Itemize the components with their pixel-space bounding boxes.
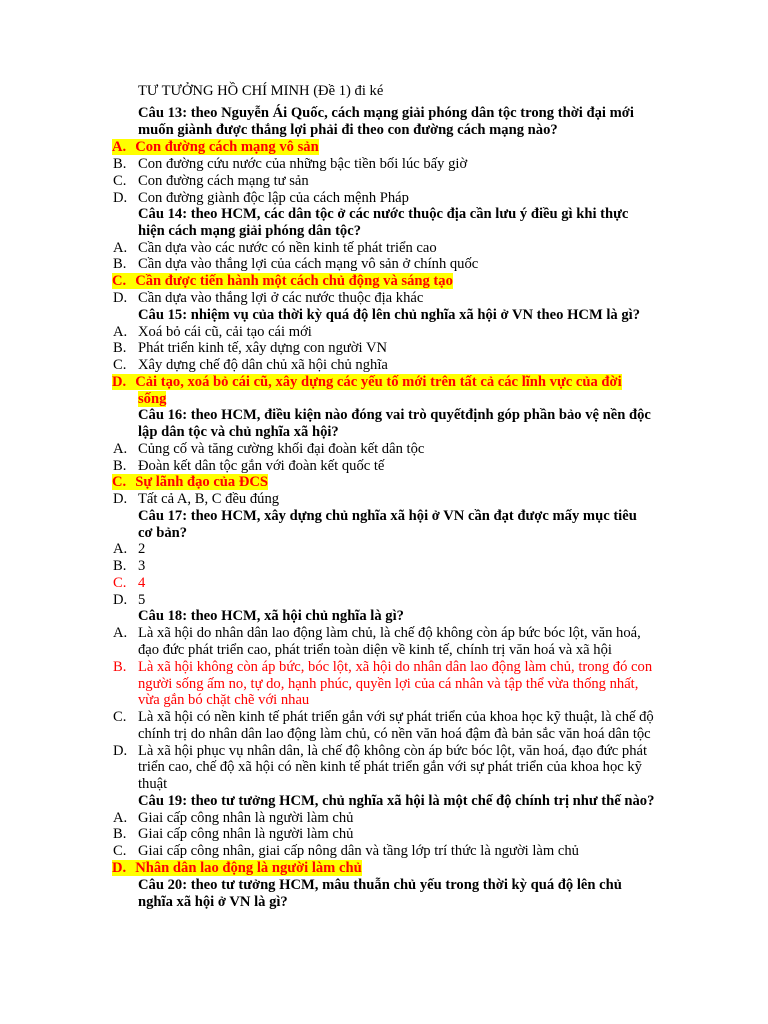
q16-option-d-label: D. — [113, 491, 128, 507]
q18-option-c-label: C. — [113, 709, 127, 725]
document-title: TƯ TƯỞNG HỒ CHÍ MINH (Đề 1) đi ké — [138, 83, 384, 99]
q14-option-b: Cần dựa vào thắng lợi của cách mạng vô sản ở chính quốc — [138, 256, 479, 272]
q18-option-a-line-1: Là xã hội do nhân dân lao động làm chủ, là chế độ không còn áp bức bóc lột, văn hoá, — [138, 625, 641, 641]
q18-option-d-line-1: Là xã hội phục vụ nhân dân, là chế độ không còn áp bức bóc lột, văn hoá, đạo đức phát — [138, 743, 648, 759]
q19-option-a: Giai cấp công nhân là người làm chủ — [138, 810, 354, 826]
q19-option-b-label: B. — [113, 826, 127, 842]
q14-option-a: Cần dựa vào các nước có nền kinh tế phát triển cao — [138, 240, 437, 256]
q16-option-b-label: B. — [113, 458, 127, 474]
q16-option-c-correct: C. Sự lãnh đạo của ĐCS — [112, 474, 269, 490]
q18-option-b-correct-line-3: vừa gắn bó chặt chẽ với nhau — [138, 692, 310, 708]
q14-option-c-correct: C. Cần được tiến hành một cách chủ động và sáng tạo — [112, 273, 453, 289]
q15-option-a-label: A. — [113, 324, 128, 340]
q19-option-a-label: A. — [113, 810, 128, 826]
question-14-line-2: hiện cách mạng giải phóng dân tộc? — [138, 223, 361, 239]
q16-option-d: Tất cả A, B, C đều đúng — [138, 491, 280, 507]
q15-option-c-label: C. — [113, 357, 127, 373]
q15-option-b-label: B. — [113, 340, 127, 356]
question-15: Câu 15: nhiệm vụ của thời kỳ quá độ lên chủ nghĩa xã hội ở VN theo HCM là gì? — [138, 307, 641, 323]
question-14-line-1: Câu 14: theo HCM, các dân tộc ở các nước thuộc địa cần lưu ý điều gì khi thực — [138, 206, 629, 222]
question-13-line-1: Câu 13: theo Nguyễn Ái Quốc, cách mạng giải phóng dân tộc trong thời đại mới — [138, 105, 634, 121]
q14-option-a-label: A. — [113, 240, 128, 256]
q15-option-b: Phát triển kinh tế, xây dựng con người VN — [138, 340, 388, 356]
q16-option-a-label: A. — [113, 441, 128, 457]
q17-option-d-label: D. — [113, 592, 128, 608]
question-17-line-1: Câu 17: theo HCM, xây dựng chủ nghĩa xã hội ở VN cần đạt được mấy mục tiêu — [138, 508, 637, 524]
q15-option-d-correct-line-2: sống — [138, 391, 167, 407]
question-17-line-2: cơ bản? — [138, 525, 188, 541]
q13-option-d: Con đường giành độc lập của cách mệnh Pháp — [138, 190, 409, 206]
q13-option-b: Con đường cứu nước của những bậc tiền bối lúc bấy giờ — [138, 156, 468, 172]
q14-option-b-label: B. — [113, 256, 127, 272]
q18-option-a-line-2: đạo đức phát triển cao, phát triển toàn diện về kinh tế, chính trị văn hoá và xã hội — [138, 642, 612, 658]
question-18: Câu 18: theo HCM, xã hội chủ nghĩa là gì? — [138, 608, 404, 624]
q15-option-a: Xoá bỏ cái cũ, cải tạo cái mới — [138, 324, 312, 340]
q18-option-d-line-2: triển cao, chế độ xã hội có nền kinh tế phát triển gắn với sự phát triển của khoa học kỹ — [138, 759, 642, 775]
q18-option-c-line-2: chính trị do nhân dân lao động làm chủ, có nền văn hoá đậm đà bản sắc văn hoá dân tộc — [138, 726, 651, 742]
q17-option-a: 2 — [138, 541, 146, 557]
q13-option-d-label: D. — [113, 190, 128, 206]
q17-option-b: 3 — [138, 558, 146, 574]
q17-option-b-label: B. — [113, 558, 127, 574]
q14-option-d: Cần dựa vào thắng lợi ở các nước thuộc địa khác — [138, 290, 424, 306]
question-16-line-1: Câu 16: theo HCM, điều kiện nào đóng vai trò quyếtđịnh góp phần bảo vệ nền độc — [138, 407, 651, 423]
q18-option-b-correct-line-2: người sống ấm no, tự do, hạnh phúc, quyền lợi của cá nhân và tập thể vừa thống nhất, — [138, 676, 639, 692]
q18-option-d-line-3: thuật — [138, 776, 168, 792]
q16-option-b: Đoàn kết dân tộc gắn với đoàn kết quốc tế — [138, 458, 385, 474]
q19-option-b: Giai cấp công nhân là người làm chủ — [138, 826, 354, 842]
q14-option-d-label: D. — [113, 290, 128, 306]
q15-option-d-correct-line-1: D. Cải tạo, xoá bỏ cái cũ, xây dựng các yếu tố mới trên tất cả các lĩnh vực của đời — [112, 374, 622, 390]
q18-option-c-line-1: Là xã hội có nền kinh tế phát triển gắn với sự phát triển của khoa học kỹ thuật, là chế độ — [138, 709, 654, 725]
question-13-line-2: muốn giành được thắng lợi phải đi theo con đường cách mạng nào? — [138, 122, 558, 138]
question-19: Câu 19: theo tư tưởng HCM, chủ nghĩa xã hội là một chế độ chính trị như thế nào? — [138, 793, 655, 809]
question-20-line-1: Câu 20: theo tư tưởng HCM, mâu thuẫn chủ yếu trong thời kỳ quá độ lên chủ — [138, 877, 622, 893]
q13-option-a-correct: A. Con đường cách mạng vô sản — [112, 139, 319, 155]
q17-option-d: 5 — [138, 592, 146, 608]
q13-option-c-label: C. — [113, 173, 127, 189]
q18-option-b-correct-line-1: Là xã hội không còn áp bức, bóc lột, xã hội do nhân dân lao động làm chủ, trong đó con — [138, 659, 653, 675]
q16-option-a: Củng cố và tăng cường khối đại đoàn kết dân tộc — [138, 441, 425, 457]
q19-option-c-label: C. — [113, 843, 127, 859]
q19-option-d-correct: D. Nhân dân lao động là người làm chủ — [112, 860, 362, 876]
q19-option-c: Giai cấp công nhân, giai cấp nông dân và tầng lớp trí thức là người làm chủ — [138, 843, 579, 859]
q15-option-c: Xây dựng chế độ dân chủ xã hội chủ nghĩa — [138, 357, 388, 373]
q13-option-c: Con đường cách mạng tư sản — [138, 173, 309, 189]
q17-option-c-correct: 4 — [138, 575, 146, 591]
question-20-line-2: nghĩa xã hội ở VN là gì? — [138, 894, 288, 910]
q17-option-a-label: A. — [113, 541, 128, 557]
q18-option-d-label: D. — [113, 743, 128, 759]
q13-option-b-label: B. — [113, 156, 127, 172]
q17-option-c-label-correct: C. — [113, 575, 127, 591]
q18-option-b-label-correct: B. — [113, 659, 127, 675]
q18-option-a-label: A. — [113, 625, 128, 641]
question-16-line-2: lập dân tộc và chủ nghĩa xã hội? — [138, 424, 339, 440]
